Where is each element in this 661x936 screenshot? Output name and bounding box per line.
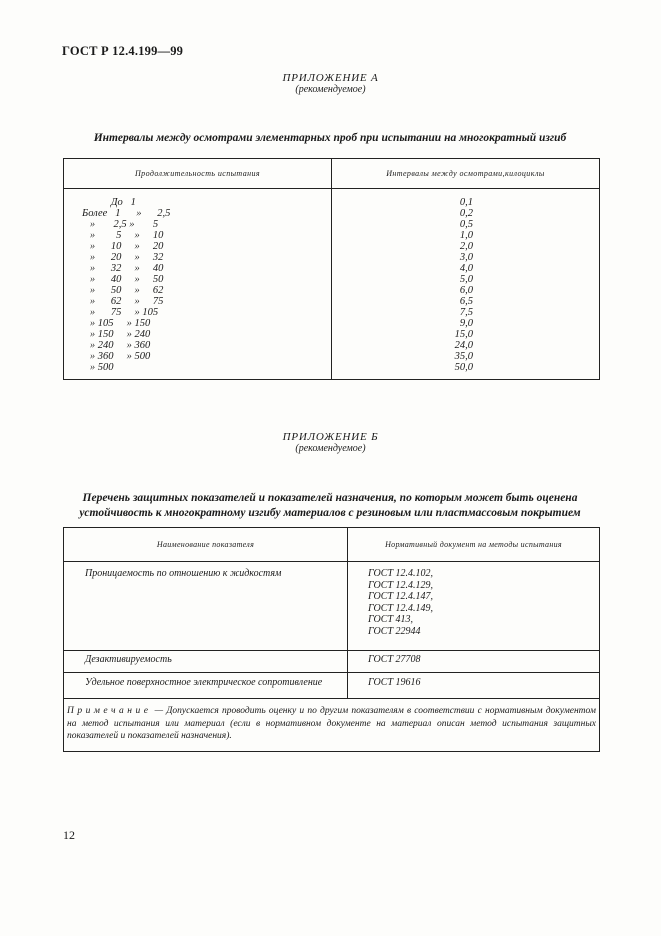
interval-value: 4,0 xyxy=(459,263,473,274)
duration-range: » 105 » 150 xyxy=(82,318,151,329)
duration-range: » 360 » 500 xyxy=(82,351,151,362)
indicator-cell xyxy=(64,651,348,673)
appendix-b-heading xyxy=(40,491,620,521)
interval-value: 15,0 xyxy=(454,329,473,340)
interval-value: 1,0 xyxy=(459,230,473,241)
interval-value: 6,5 xyxy=(459,296,473,307)
duration-range: » 75 » 105 xyxy=(82,307,159,318)
duration-range: Более 1 » 2,5 xyxy=(82,208,171,219)
appendix-b-title: ПРИЛОЖЕНИЕ Б xyxy=(282,431,379,443)
method-doc: ГОСТ 12.4.129, xyxy=(368,579,434,591)
method-doc: ГОСТ 22944 xyxy=(368,625,421,637)
duration-range: » 240 » 360 xyxy=(82,340,151,351)
interval-value: 2,0 xyxy=(459,241,473,252)
table-note xyxy=(64,699,600,752)
interval-value: 35,0 xyxy=(454,351,473,362)
interval-value: 9,0 xyxy=(459,318,473,329)
note-text: — Допускается проводить оценку и по другим показателям в соответствии с нормативным документом на метод испытания или материал (если в нормативном документе на материал описан метод испытания защитных показателей и показателей назначения). xyxy=(67,706,596,741)
duration-range: » 40 » 50 xyxy=(82,274,164,285)
page-number: 12 xyxy=(63,828,75,842)
indicator-cell xyxy=(64,562,348,651)
duration-range: » 32 » 40 xyxy=(82,263,164,274)
method-doc: ГОСТ 19616 xyxy=(368,677,421,688)
column-header-duration: Продолжительность испытания xyxy=(64,159,332,189)
interval-value: 0,2 xyxy=(459,208,473,219)
appendix-b-subtitle: (рекомендуемое) xyxy=(295,443,366,454)
indicator-name: Дезактивируемость xyxy=(85,654,172,665)
appendix-b-heading-line1: Перечень защитных показателей и показателей назначения, по которым может быть оценена xyxy=(82,492,578,504)
appendix-a-subtitle: (рекомендуемое) xyxy=(295,84,366,95)
duration-range: » 50 » 62 xyxy=(82,285,164,296)
column-header-indicator: Наименование показателя xyxy=(64,528,348,562)
duration-range: » 2,5 » 5 xyxy=(82,219,159,230)
table-row xyxy=(64,673,600,699)
interval-value: 5,0 xyxy=(459,274,473,285)
method-doc: ГОСТ 413, xyxy=(368,614,414,625)
indicator-cell xyxy=(64,673,348,699)
appendix-a-title: ПРИЛОЖЕНИЕ А xyxy=(282,72,379,84)
table-row xyxy=(64,651,600,673)
appendix-b-heading-line2: устойчивость к многократному изгибу материалов с резиновым или пластмассовым покрытием xyxy=(79,507,581,519)
column-header-intervals: Интервалы между осмотрами,килоциклы xyxy=(331,159,599,189)
indicator-name: Проницаемость по отношению к жидкостям xyxy=(85,568,282,579)
duration-range: До 1 xyxy=(82,197,136,208)
interval-value: 3,0 xyxy=(459,252,473,263)
duration-cell xyxy=(64,189,332,380)
interval-value: 0,5 xyxy=(459,219,473,230)
method-doc-cell xyxy=(348,673,600,699)
method-doc-cell xyxy=(348,562,600,651)
interval-value: 24,0 xyxy=(454,340,473,351)
column-header-method-doc: Нормативный документ на методы испытания xyxy=(348,528,600,562)
method-doc: ГОСТ 12.4.102, xyxy=(368,568,434,579)
duration-range: » 500 xyxy=(82,362,114,373)
duration-range: » 10 » 20 xyxy=(82,241,164,252)
indicators-table xyxy=(63,527,600,752)
duration-range: » 5 » 10 xyxy=(82,230,164,241)
method-doc: ГОСТ 27708 xyxy=(368,654,421,665)
method-doc: ГОСТ 12.4.147, xyxy=(368,591,434,602)
note-label: Примечание xyxy=(67,706,152,716)
table-row xyxy=(64,562,600,651)
duration-range: » 20 » 32 xyxy=(82,252,164,263)
duration-range: » 62 » 75 xyxy=(82,296,164,307)
intervals-table xyxy=(63,158,600,380)
duration-range: » 150 » 240 xyxy=(82,329,151,340)
method-doc-cell xyxy=(348,651,600,673)
method-doc: ГОСТ 12.4.149, xyxy=(368,602,434,614)
document-code: ГОСТ Р 12.4.199—99 xyxy=(62,44,184,58)
indicator-name: Удельное поверхностное электрическое сопротивление xyxy=(85,677,323,688)
intervals-cell xyxy=(331,189,599,380)
interval-value: 7,5 xyxy=(459,307,473,318)
interval-value: 0,1 xyxy=(459,197,473,208)
appendix-a-heading: Интервалы между осмотрами элементарных проб при испытании на многократный изгиб xyxy=(93,132,567,144)
interval-value: 6,0 xyxy=(459,285,473,296)
interval-value: 50,0 xyxy=(454,362,473,373)
